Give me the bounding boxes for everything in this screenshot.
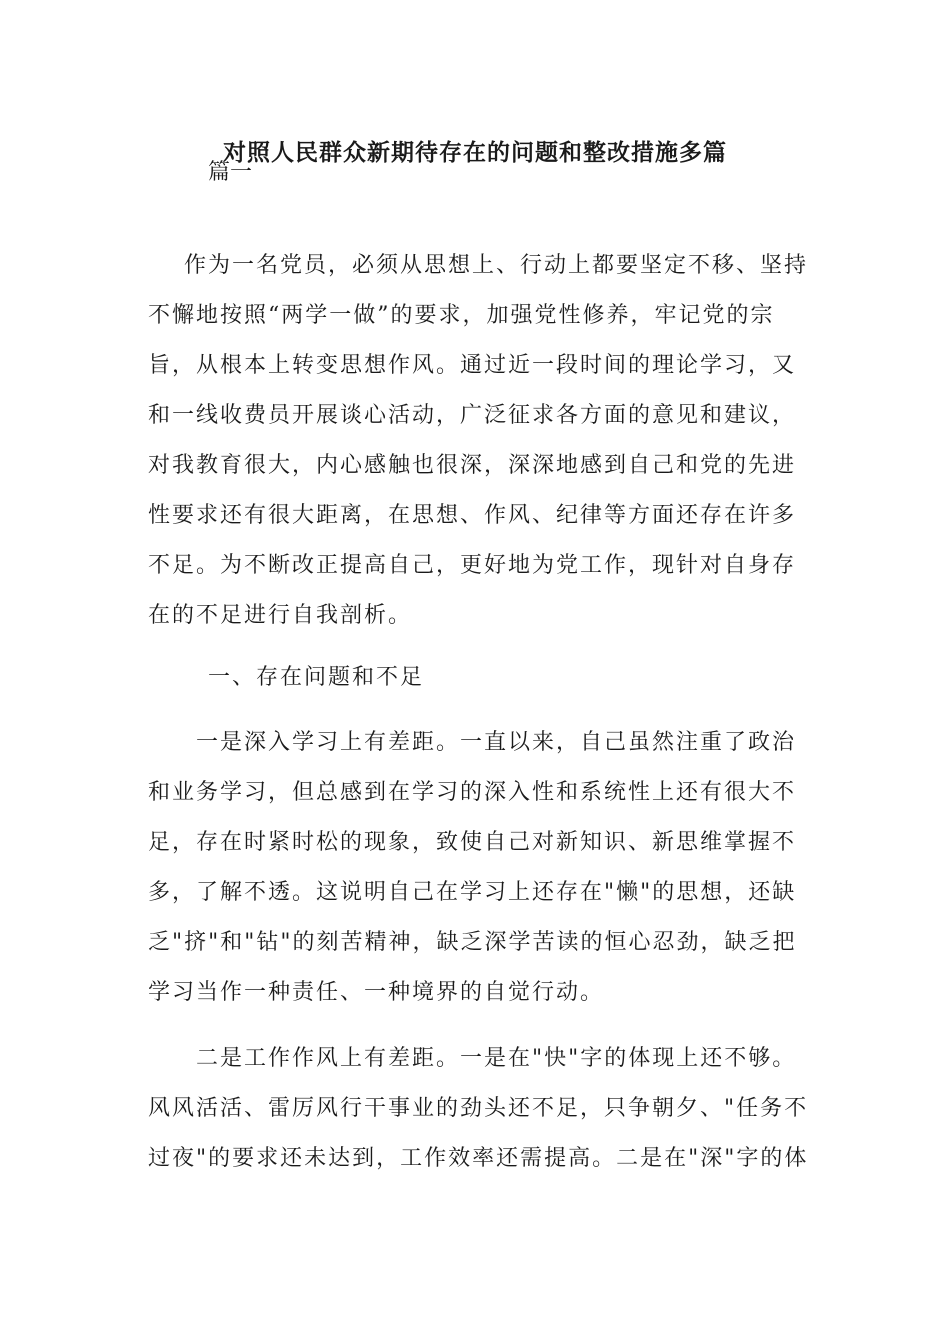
- paragraph-line: 和业务学习，但总感到在学习的深入性和系统性上还有很大不: [148, 780, 797, 805]
- paragraph-line: 足，存在时紧时松的现象，致使自己对新知识、新思维掌握不: [148, 830, 797, 855]
- intro-paragraph: [148, 241, 820, 641]
- paragraph-line: 在的不足进行自我剖析。: [148, 603, 413, 628]
- paragraph-line: 旨，从根本上转变思想作风。通过近一段时间的理论学习，又: [148, 353, 797, 378]
- paragraph-line: 和一线收费员开展谈心活动，广泛征求各方面的意见和建议，: [148, 403, 797, 428]
- paragraph-line: 不懈地按照“两学一做”的要求，加强党性修养，牢记党的宗: [148, 303, 775, 328]
- paragraph-line: 性要求还有很大距离，在思想、作风、纪律等方面还存在许多: [148, 503, 797, 528]
- paragraph-line: 过夜"的要求还未达到，工作效率还需提高。二是在"深"字的体: [148, 1146, 809, 1171]
- section-heading: 一、存在问题和不足: [208, 665, 425, 690]
- document-title: 对照人民群众新期待存在的问题和整改措施多篇: [223, 139, 727, 166]
- paragraph-line: 一是深入学习上有差距。一直以来，自己虽然注重了政治: [148, 730, 797, 755]
- paragraph-line: 多，了解不透。这说明自己在学习上还存在"懒"的思想，还缺: [148, 880, 797, 905]
- paragraph-line: 不足。为不断改正提高自己，更好地为党工作，现针对自身存: [148, 553, 797, 578]
- paragraph-2: [148, 1034, 808, 1184]
- paragraph-1: [148, 718, 808, 1018]
- paragraph-line: 作为一名党员，必须从思想上、行动上都要坚定不移、坚持: [160, 253, 809, 278]
- paragraph-line: 学习当作一种责任、一种境界的自觉行动。: [148, 980, 605, 1005]
- paragraph-line: 乏"挤"和"钻"的刻苦精神，缺乏深学苦读的恒心忍劲，缺乏把: [148, 930, 797, 955]
- paragraph-line: 对我教育很大，内心感触也很深，深深地感到自己和党的先进: [148, 453, 797, 478]
- part-label: 篇一: [208, 160, 253, 185]
- paragraph-line: 二是工作作风上有差距。一是在"快"字的体现上还不够。: [148, 1046, 797, 1071]
- paragraph-line: 风风活活、雷厉风行干事业的劲头还不足，只争朝夕、"任务不: [148, 1096, 809, 1121]
